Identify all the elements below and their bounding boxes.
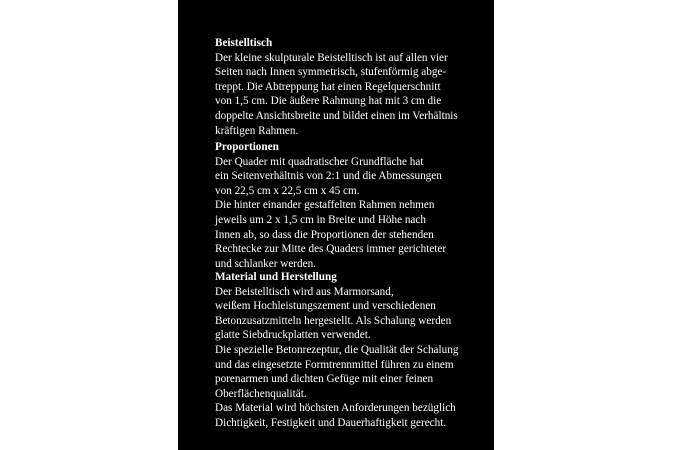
section-material-und-herstellung — [215, 270, 485, 431]
text-line: Oberflächenqualität. — [215, 387, 307, 400]
text-line: doppelte Ansichtsbreite und bildet einen im Verhältnis — [215, 109, 458, 122]
text-line: und schlanker werden. — [215, 257, 316, 270]
text-line: Dichtigkeit, Festigkeit und Dauerhaftigkeit gerecht. — [215, 416, 447, 429]
text-line: und das eingesetzte Formtrennmittel führen zu einem — [215, 358, 454, 371]
text-line: Betonzusatzmitteln hergestellt. Als Schalung werden — [215, 314, 452, 327]
document-page — [178, 0, 494, 450]
text-line: Innen ab, so dass die Proportionen der stehenden — [215, 228, 434, 241]
text-line: Rechtecke zur Mitte des Quaders immer gerichteter — [215, 243, 447, 256]
text-line: jeweils um 2 x 1,5 cm in Breite und Höhe nach — [215, 213, 426, 226]
section-proportionen — [215, 140, 485, 271]
section-heading: Proportionen — [215, 141, 279, 153]
text-line: treppt. Die Abtreppung hat einen Regelquerschnitt — [215, 80, 441, 93]
text-line: Der Quader mit quadratischer Grundfläche hat — [215, 155, 424, 168]
section-heading: Beistelltisch — [215, 37, 273, 49]
text-line: Das Material wird höchsten Anforderungen bezüglich — [215, 402, 456, 415]
text-line: von 1,5 cm. Die äußere Rahmung hat mit 3 cm die — [215, 95, 442, 108]
text-line: ein Seitenverhältnis von 2:1 und die Abmessungen — [215, 170, 442, 183]
text-line: glatte Siebdruckplatten verwendet. — [215, 329, 371, 342]
text-line: Die hinter einander gestaffelten Rahmen nehmen — [215, 199, 435, 212]
text-line: Seiten nach Innen symmetrisch, stufenförmig abge- — [215, 66, 447, 79]
text-line: Der Beistelltisch wird aus Marmorsand, — [215, 285, 394, 298]
text-line: kräftigen Rahmen. — [215, 124, 299, 137]
text-line: Die spezielle Betonrezeptur, die Qualität der Schalung — [215, 343, 459, 356]
text-line: porenarmen und dichten Gefüge mit einer feinen — [215, 373, 434, 386]
text-line: von 22,5 cm x 22,5 cm x 45 cm. — [215, 184, 360, 197]
section-beistelltisch — [215, 36, 485, 138]
text-line: Der kleine skulpturale Beistelltisch ist auf allen vier — [215, 51, 448, 64]
section-heading: Material und Herstellung — [215, 271, 337, 283]
text-line: weißem Hochleistungszement und verschiedenen — [215, 300, 436, 313]
